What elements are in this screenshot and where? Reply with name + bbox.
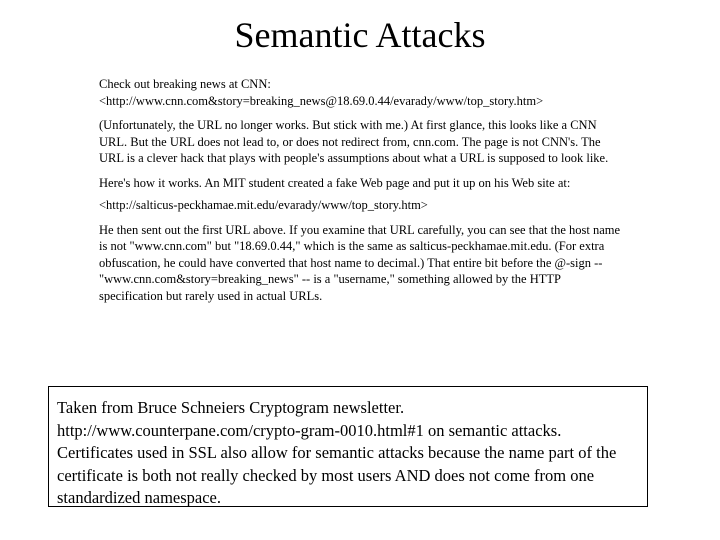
paragraph-cnn-url: Check out breaking news at CNN: <http://www.cnn.com&story=breaking_news@18.69.0.44/evarady/www/top_story.htm> (99, 77, 544, 108)
paragraph-mit-url: <http://salticus-peckhamae.mit.edu/evarady/www/top_story.htm> (99, 198, 428, 212)
paragraph-host-name: He then sent out the first URL above. If you examine that URL carefully, you can see that the host name is not "www.cnn.com" but "18.69.0.44," which is the same as salticus-peckhamae.mit.edu. (For extra obfuscation, he could have converted that host name to decimal.) That entire bit before the @-sign -- "www.cnn.com&story=breaking_news" -- is a "username," something allowed by the HTTP specification but rarely used in actual URLs. (99, 222, 621, 303)
slide-title: Semantic Attacks (234, 15, 486, 55)
article-excerpt (99, 76, 624, 312)
paragraph-how-it-works: Here's how it works. An MIT student created a fake Web page and put it up on his Web site at: (99, 175, 571, 190)
paragraph-explanation: (Unfortunately, the URL no longer works. But stick with me.) At first glance, this looks like a CNN URL. But the URL does not lead to, or does not redirect from, cnn.com. The page is not CNN's. The URL is a clever hack that plays with people's assumptions about what a URL is supposed to look like. (99, 118, 609, 165)
source-note-box: Taken from Bruce Schneiers Cryptogram newsletter. http://www.counterpane.com/crypto-gram-0010.html#1 on semantic attacks. Certificates used in SSL also allow for semantic attacks because the name part of the certificate is both not really checked by most users AND does not come from one standardized namespace. (48, 386, 648, 507)
